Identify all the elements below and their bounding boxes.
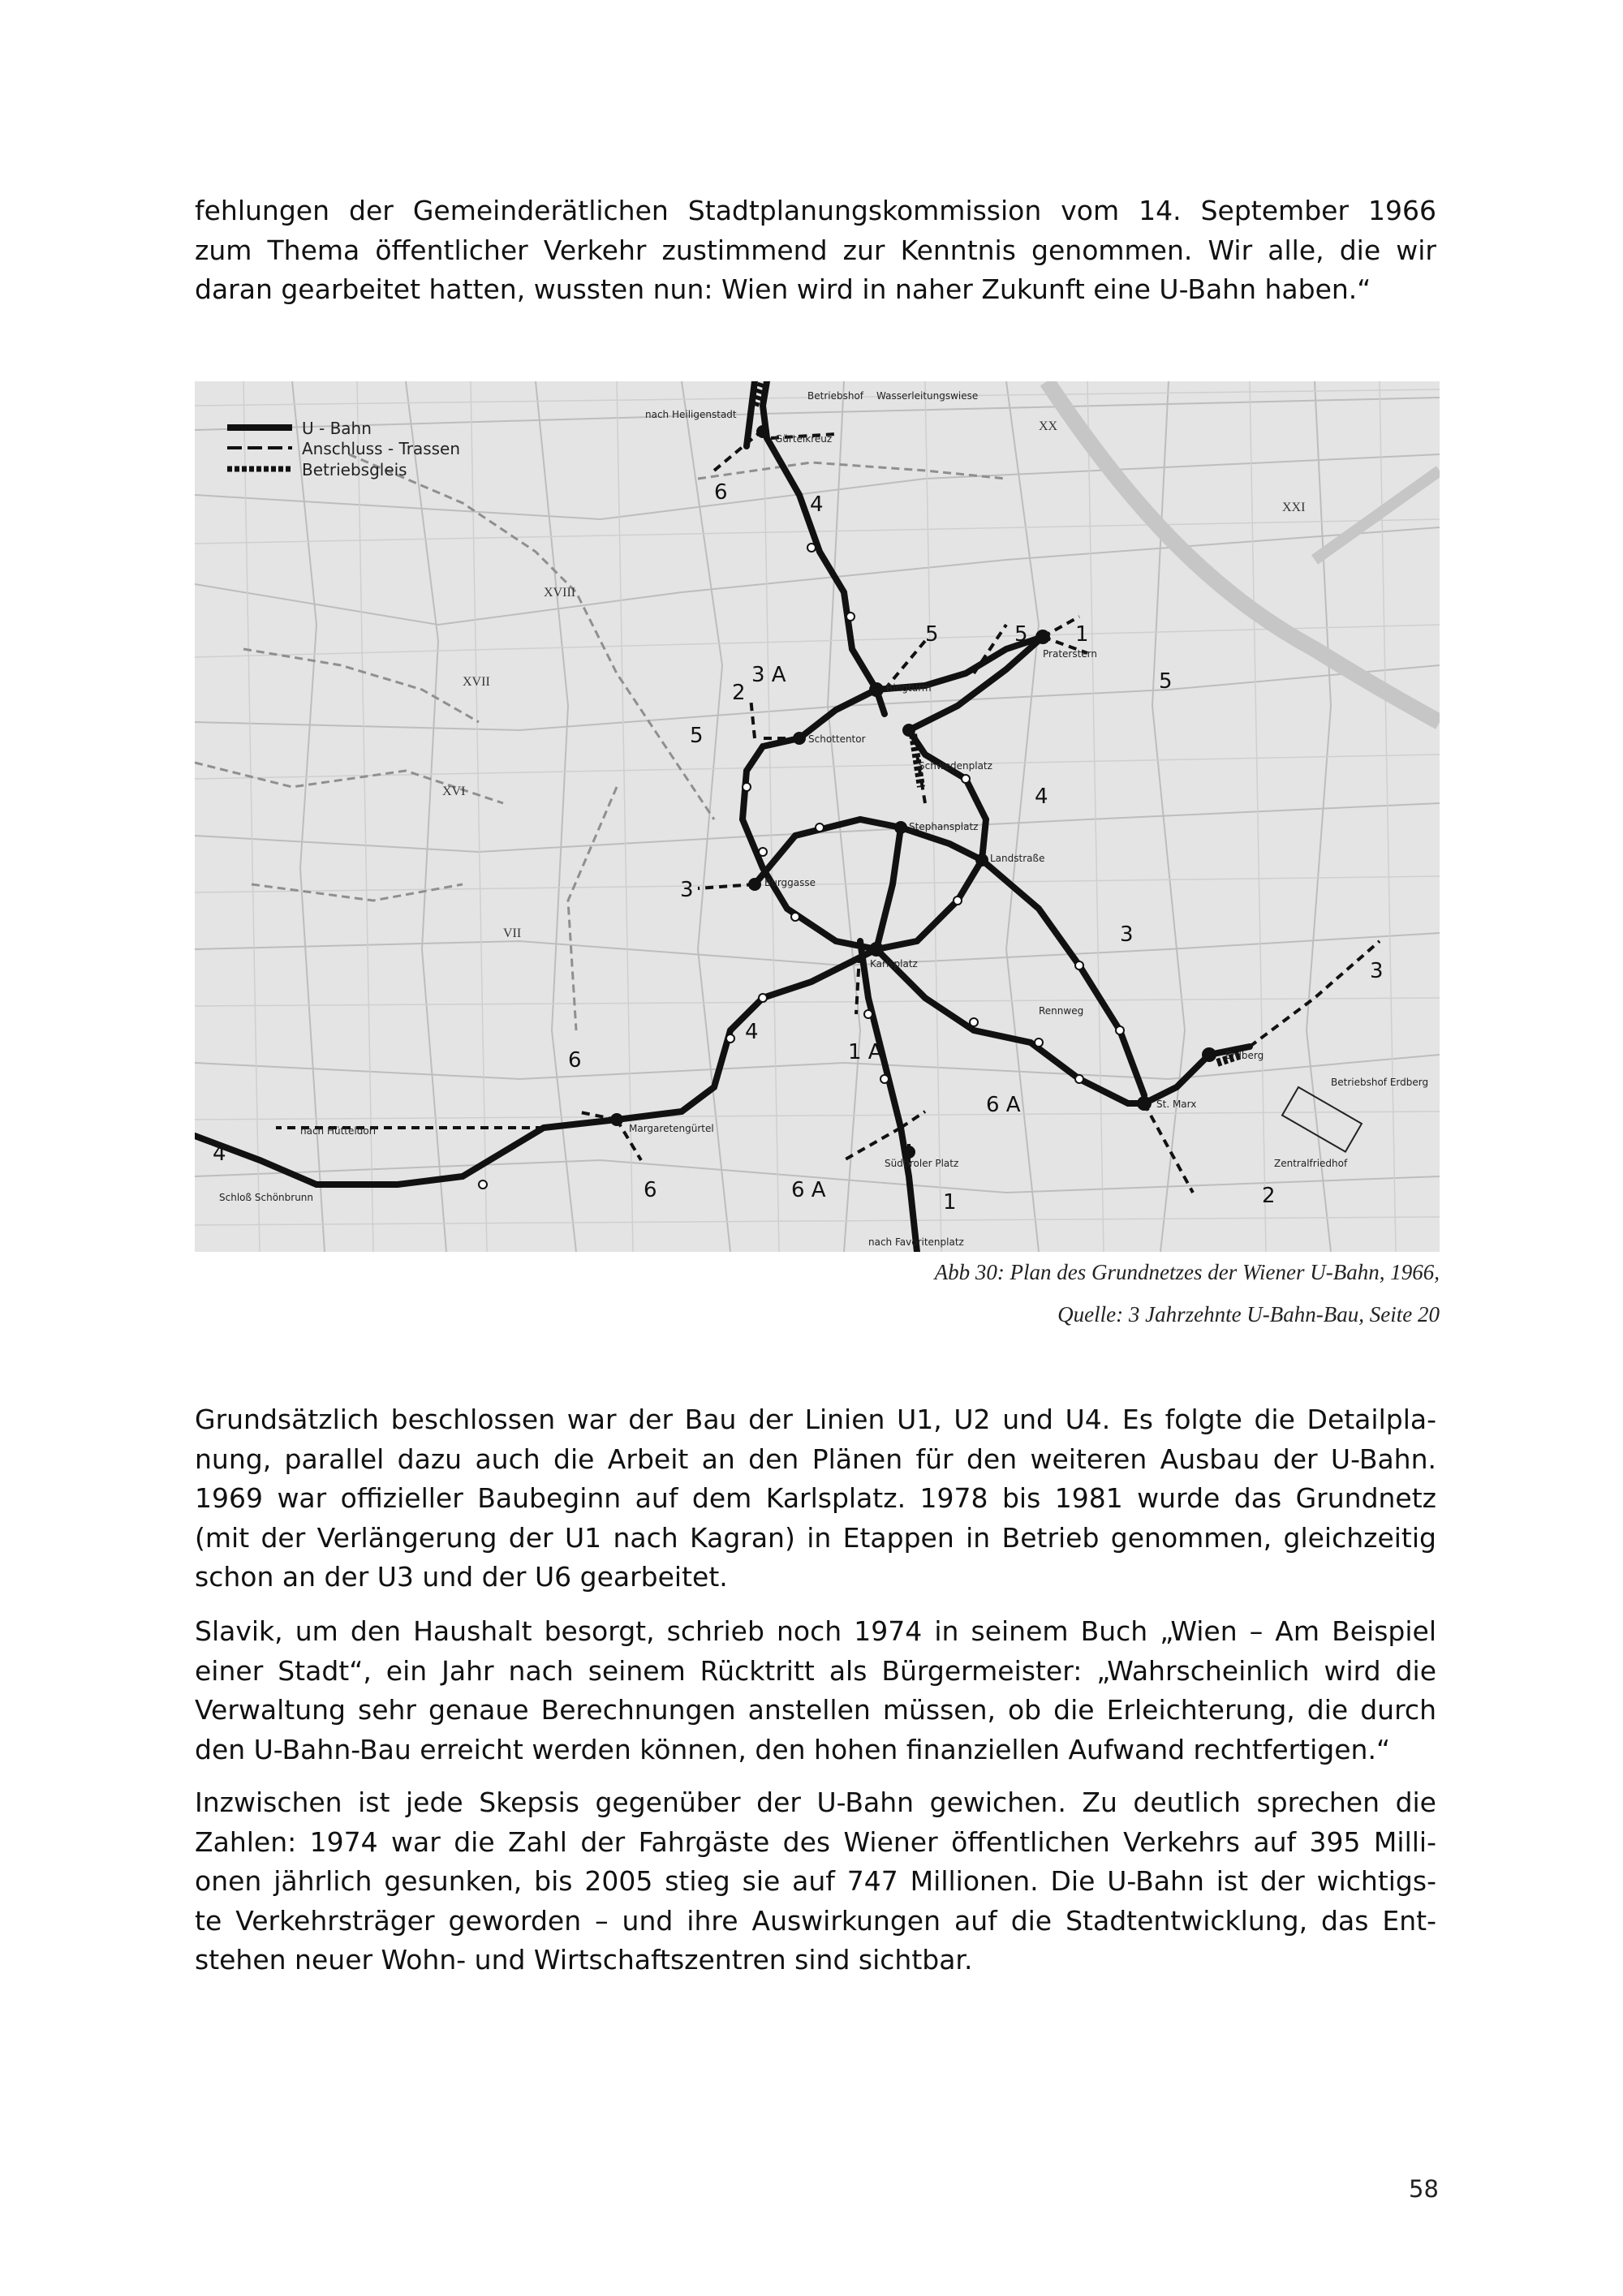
- station-label: Landstraße: [990, 853, 1045, 864]
- text-line: onen jährlich gesunken, bis 2005 stieg sie auf 747 Millionen. Die U-Bahn ist der wichtigs-: [195, 1865, 1436, 1897]
- district-label: XX: [1039, 419, 1058, 433]
- station-label: Betriebshof: [807, 390, 864, 402]
- text-line: Zahlen: 1974 war die Zahl der Fahrgäste des Wiener öffentlichen Verkehrs auf 395 Milli-: [195, 1825, 1436, 1858]
- line-number: 1: [943, 1190, 957, 1215]
- station-label: Betriebshof Erdberg: [1331, 1077, 1429, 1088]
- line-number: 2: [1262, 1184, 1276, 1208]
- line-number: 5: [1014, 622, 1028, 647]
- text-line: 1969 war offizieller Baubeginn auf dem Karlsplatz. 1978 bis 1981 wurde das Grundnetz: [195, 1482, 1436, 1514]
- text-line: te Verkehrsträger geworden – und ihre Auswirkungen auf die Stadtentwicklung, das Ent-: [195, 1904, 1436, 1937]
- station-label: Schottentor: [808, 733, 866, 745]
- district-label: VII: [503, 927, 522, 940]
- line-number: 4: [810, 492, 824, 517]
- body-paragraph: [195, 1612, 1436, 1769]
- text-line: den U-Bahn-Bau erreicht werden können, den hohen finanziellen Aufwand rechtfertigen.“: [195, 1733, 1391, 1765]
- station-label: St. Marx: [1156, 1099, 1197, 1110]
- text-line: zum Thema öffentlicher Verkehr zustimmend zur Kenntnis genommen. Wir alle, die wir: [195, 234, 1436, 266]
- line-number: 3: [1120, 922, 1134, 947]
- text-line: Verwaltung sehr genaue Berechnungen anstellen müssen, ob die Erleichterung, die durch: [195, 1694, 1436, 1726]
- line-number: 6: [644, 1178, 657, 1202]
- station-label: Rennweg: [1039, 1005, 1084, 1017]
- district-label: XVIII: [544, 586, 576, 600]
- line-number: 2: [732, 681, 746, 705]
- legend-label: Anschluss - Trassen: [302, 439, 461, 458]
- station-label: Schwedenplatz: [919, 760, 992, 772]
- line-number: 1: [1075, 622, 1089, 647]
- text-line: stehen neuer Wohn- und Wirtschaftszentren sind sichtbar.: [195, 1944, 973, 1976]
- intro-paragraph: [195, 191, 1436, 310]
- station-label: Ringturm: [886, 682, 932, 694]
- legend-label: U - Bahn: [302, 419, 372, 438]
- station-label: Schloß Schönbrunn: [219, 1192, 314, 1203]
- text-line: schon an der U3 und der U6 gearbeitet.: [195, 1561, 728, 1593]
- body-paragraph: [195, 1783, 1436, 1980]
- page-number: 58: [1409, 2175, 1439, 2203]
- station-label: nach Favoritenplatz: [868, 1236, 964, 1248]
- station-label: Südtiroler Platz: [885, 1158, 959, 1169]
- line-number: 5: [925, 622, 939, 647]
- line-number: 4: [213, 1142, 226, 1166]
- line-number: 3 A: [751, 663, 786, 687]
- station-label: Praterstern: [1043, 648, 1098, 660]
- figure-caption-line: Abb 30: Plan des Grundnetzes der Wiener U-Bahn, 1966,: [934, 1260, 1440, 1284]
- body-paragraph: [195, 1400, 1436, 1597]
- legend-label: Betriebsgleis: [302, 460, 407, 479]
- station-label: nach Heiligenstadt: [645, 409, 737, 420]
- text-line: Slavik, um den Haushalt besorgt, schrieb noch 1974 in seinem Buch „Wien – Am Beispiel: [195, 1615, 1436, 1647]
- line-number: 4: [745, 1020, 759, 1044]
- station-label: Margaretengürtel: [629, 1123, 714, 1134]
- line-number: 3: [1370, 959, 1384, 983]
- line-number: 4: [1035, 785, 1048, 809]
- text-line: (mit der Verlängerung der U1 nach Kagran) in Etappen in Betrieb genommen, gleichzeitig: [195, 1521, 1436, 1554]
- line-number: 6: [714, 480, 728, 505]
- line-number: 1 A: [848, 1040, 883, 1064]
- district-label: XXI: [1282, 501, 1306, 514]
- district-label: XVI: [442, 785, 466, 798]
- line-number: 5: [690, 724, 704, 748]
- figure-source-line: Quelle: 3 Jahrzehnte U-Bahn-Bau, Seite 20: [1057, 1302, 1440, 1326]
- district-label: XVII: [463, 675, 490, 689]
- text-line: Grundsätzlich beschlossen war der Bau der Linien U1, U2 und U4. Es folgte die Detailpla-: [195, 1404, 1436, 1435]
- text-line: fehlungen der Gemeinderätlichen Stadtplanungskommission vom 14. September 1966: [195, 195, 1436, 226]
- line-number: 6 A: [986, 1093, 1021, 1117]
- station-label: Zentralfriedhof: [1274, 1158, 1348, 1169]
- station-label: nach Hütteldorf: [300, 1125, 377, 1137]
- line-number: 3: [680, 878, 694, 902]
- u-bahn-network-map: [195, 381, 1440, 1252]
- station-label: Stephansplatz: [909, 821, 979, 832]
- text-line: daran gearbeitet hatten, wussten nun: Wien wird in naher Zukunft eine U-Bahn haben.“: [195, 273, 1371, 305]
- station-label: Gürtelkreuz: [775, 433, 833, 445]
- text-line: Inzwischen ist jede Skepsis gegenüber der U-Bahn gewichen. Zu deutlich sprechen die: [195, 1786, 1436, 1818]
- text-line: nung, parallel dazu auch die Arbeit an den Plänen für den weiteren Ausbau der U-Bahn.: [195, 1443, 1436, 1475]
- station-label: Erdberg: [1225, 1050, 1264, 1061]
- line-number: 6: [568, 1048, 582, 1073]
- map-drawing: [195, 381, 1440, 1252]
- station-label: Wasserleitungswiese: [876, 390, 979, 402]
- line-number: 5: [1159, 669, 1173, 694]
- line-number: 6 A: [791, 1178, 826, 1202]
- text-line: einer Stadt“, ein Jahr nach seinem Rücktritt als Bürgermeister: „Wahrscheinlich wird die: [195, 1654, 1436, 1687]
- station-label: Karlsplatz: [870, 958, 918, 970]
- station-label: Burggasse: [764, 877, 816, 888]
